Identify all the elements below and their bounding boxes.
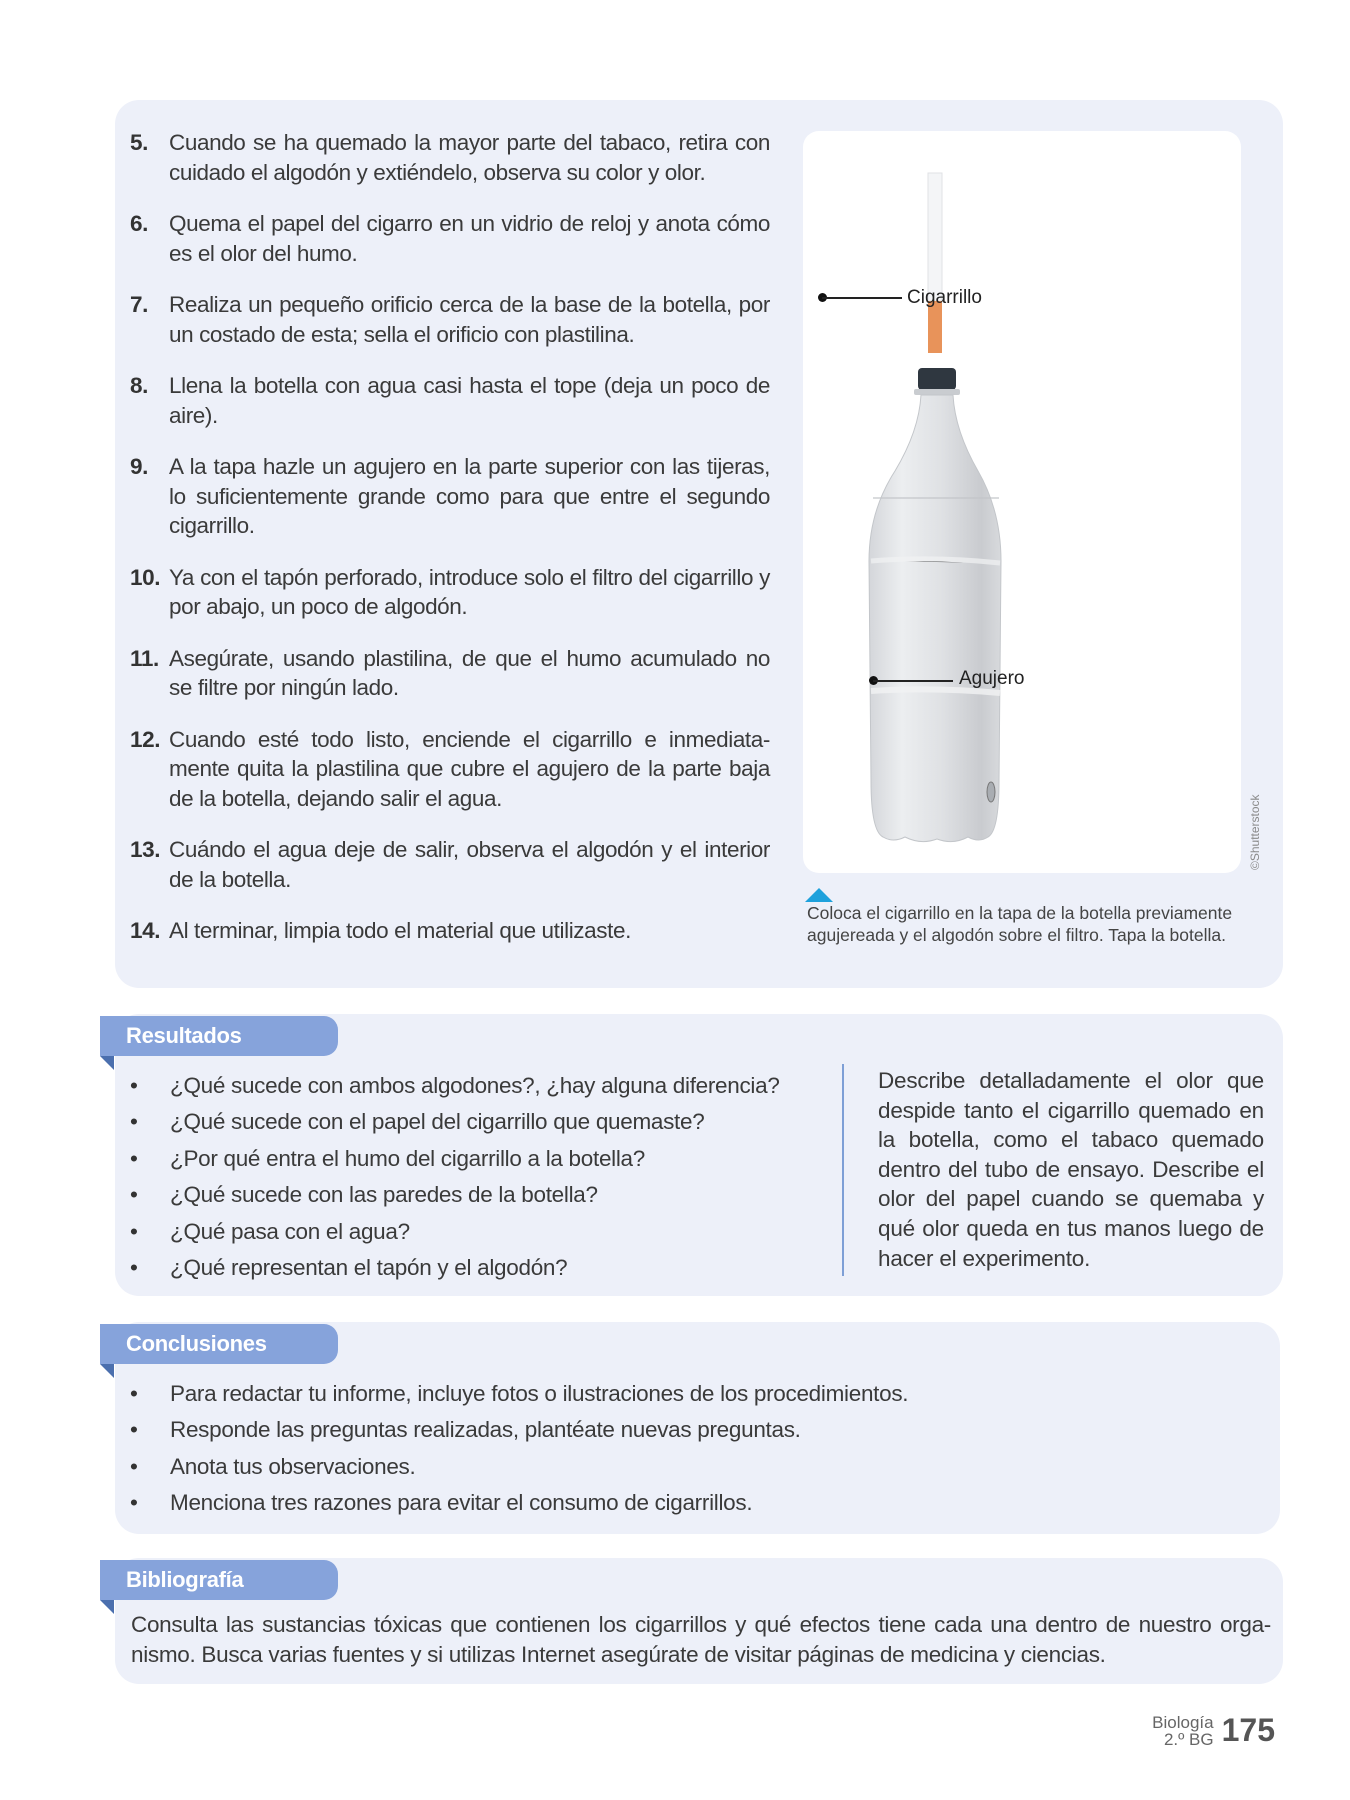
step-number: 5. bbox=[130, 130, 148, 155]
bottle-hole bbox=[987, 782, 995, 802]
step-item bbox=[130, 563, 770, 622]
question-item: • ¿Por qué entra el humo del cigarrillo a la botella? bbox=[130, 1141, 830, 1177]
caption-marker-icon bbox=[805, 888, 833, 902]
results-heading: Resultados bbox=[100, 1016, 338, 1056]
results-divider bbox=[842, 1064, 844, 1276]
page-number: 175 bbox=[1221, 1712, 1275, 1748]
step-text: Ya con el tapón perforado, introduce solo el filtro del cigarrillo y por abajo, un poco de algodón. bbox=[169, 564, 770, 619]
step-text: A la tapa hazle un agujero en la parte superior con las tijeras, lo suficientemente grande como para que entre el segundo cigarrillo. bbox=[169, 454, 770, 538]
step-item bbox=[130, 725, 770, 814]
step-text: Quema el papel del cigarro en un vidrio de reloj y anota cómo es el olor del humo. bbox=[169, 211, 770, 266]
leader-line-hole bbox=[873, 680, 953, 682]
step-number: 7. bbox=[130, 292, 148, 317]
step-item bbox=[130, 916, 770, 946]
step-text: Llena la botella con agua casi hasta el tope (deja un poco de aire). bbox=[169, 373, 770, 428]
figure-caption: Coloca el cigarrillo en la tapa de la botella previamente agujereada y el algodón sobre el filtro. Tapa la botella. bbox=[807, 903, 1233, 945]
results-description: Describe detalladamente el olor que despide tanto el cigarrillo quemado en la botella, como el tabaco quemado dentro del tubo de ensayo. Describe el olor del papel cuando se quemaba y qué olor queda en tus manos luego de hacer el experimento. bbox=[878, 1068, 1264, 1271]
step-item bbox=[130, 128, 770, 187]
bibliography-text: Consulta las sustancias tóxicas que contienen los cigarrillos y qué efectos tiene cada una dentro de nuestro orga-nismo. Busca varias fuentes y si utilizas Internet asegúrate de visitar páginas de medicina y ciencias. bbox=[131, 1612, 1271, 1667]
step-number: 9. bbox=[130, 454, 148, 479]
conclusions-list bbox=[130, 1376, 1230, 1522]
subject-name: Biología bbox=[1152, 1712, 1214, 1732]
step-text: Asegúrate, usando plastilina, de que el humo acumulado no se filtre por ningún lado. bbox=[169, 645, 770, 700]
conclusion-item: • Menciona tres razones para evitar el consumo de cigarrillos. bbox=[130, 1485, 1230, 1521]
image-credit: ©Shutterstock bbox=[1248, 794, 1262, 870]
question-item: • ¿Qué sucede con las paredes de la botella? bbox=[130, 1177, 830, 1213]
bottle-cap bbox=[918, 368, 956, 390]
step-item bbox=[130, 209, 770, 268]
conclusions-heading: Conclusiones bbox=[100, 1324, 338, 1364]
step-number: 6. bbox=[130, 211, 148, 236]
step-number: 11. bbox=[130, 645, 159, 671]
conclusion-item: • Responde las preguntas realizadas, plantéate nuevas preguntas. bbox=[130, 1412, 1230, 1448]
label-hole: Agujero bbox=[959, 668, 1025, 689]
step-number: 8. bbox=[130, 373, 148, 398]
step-item bbox=[130, 644, 770, 703]
page-footer bbox=[1152, 1712, 1275, 1749]
question-item: • ¿Qué sucede con ambos algodones?, ¿hay alguna diferencia? bbox=[130, 1068, 830, 1104]
bibliography-heading: Bibliografía bbox=[100, 1560, 338, 1600]
results-questions bbox=[130, 1068, 830, 1286]
step-number: 14. bbox=[130, 918, 161, 943]
question-item: • ¿Qué representan el tapón y el algodón? bbox=[130, 1250, 830, 1286]
procedure-steps bbox=[130, 128, 770, 968]
book-info bbox=[1152, 1714, 1213, 1748]
step-text: Al terminar, limpia todo el material que utilizaste. bbox=[169, 918, 631, 943]
question-item: • ¿Qué pasa con el agua? bbox=[130, 1214, 830, 1250]
step-text: Realiza un pequeño orificio cerca de la base de la botella, por un costado de esta; sella el orificio con plastilina. bbox=[169, 292, 770, 347]
conclusion-item: • Para redactar tu informe, incluye fotos o ilustraciones de los procedimientos. bbox=[130, 1376, 1230, 1412]
step-item bbox=[130, 835, 770, 894]
step-item bbox=[130, 452, 770, 541]
step-text: Cuando se ha quemado la mayor parte del tabaco, retira con cuidado el algodón y extiéndelo, observa su color y olor. bbox=[169, 130, 770, 185]
step-number: 12. bbox=[130, 726, 161, 752]
question-item: • ¿Qué sucede con el papel del cigarrillo que quemaste? bbox=[130, 1104, 830, 1140]
cigarette-paper bbox=[928, 173, 942, 301]
leader-line-cigarette bbox=[822, 297, 902, 299]
bottle-cigarette-illustration bbox=[803, 131, 1241, 873]
grade-level: 2.º BG bbox=[1163, 1729, 1214, 1749]
label-cigarette: Cigarrillo bbox=[907, 287, 982, 308]
step-text: Cuando esté todo listo, enciende el cigarrillo e inmediata-mente quita la plastilina que cubre el agujero de la parte baja de la botella, dejando salir el agua. bbox=[169, 726, 770, 811]
step-item bbox=[130, 290, 770, 349]
conclusion-item: • Anota tus observaciones. bbox=[130, 1449, 1230, 1485]
experiment-figure bbox=[803, 131, 1241, 873]
step-text: Cuándo el agua deje de salir, observa el algodón y el interior de la botella. bbox=[169, 837, 770, 892]
step-number: 13. bbox=[130, 837, 161, 862]
step-item bbox=[130, 371, 770, 430]
step-number: 10. bbox=[130, 564, 161, 590]
